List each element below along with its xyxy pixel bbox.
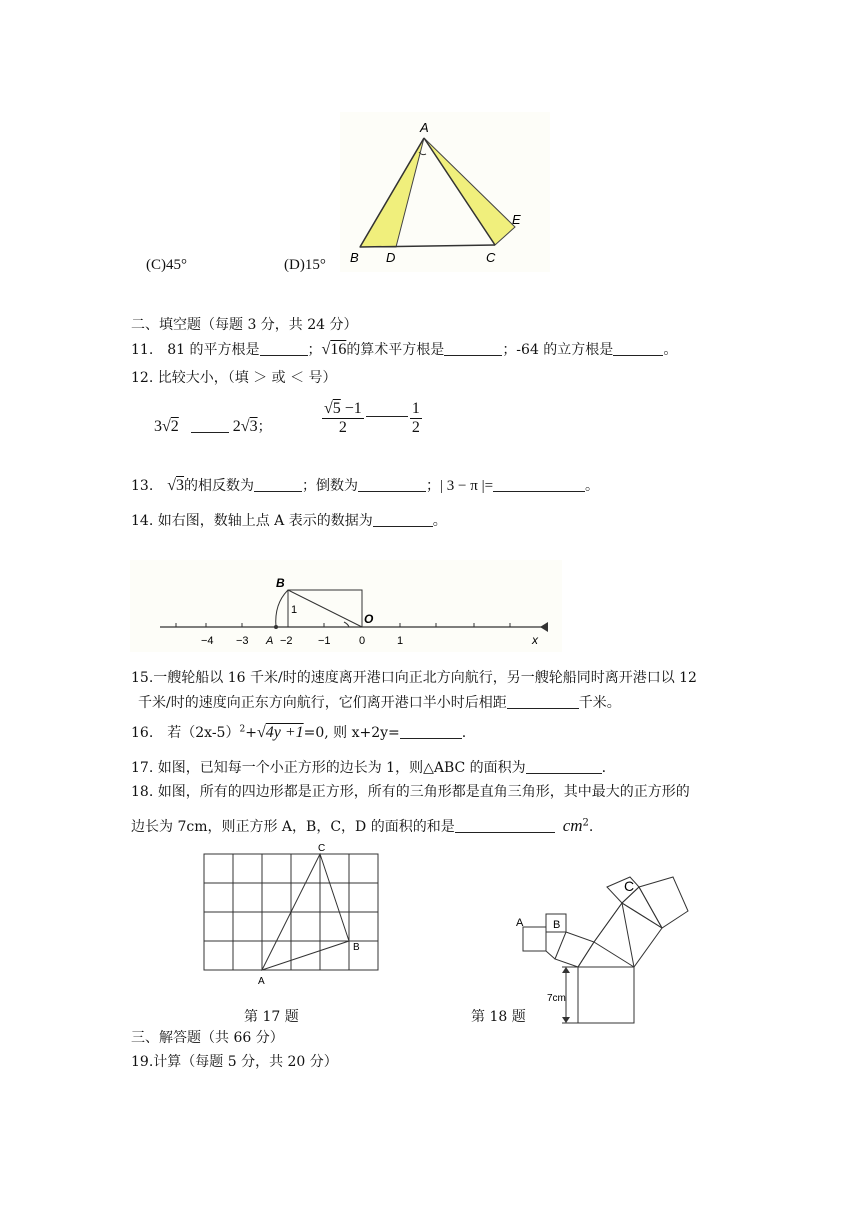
question-18-line1: 18. 如图，所有的四边形都是正方形，所有的三角形都是直角三角形，其中最大的正方形的 (131, 784, 690, 800)
q15-blank[interactable] (507, 694, 579, 709)
q12-right-rad: 3 (249, 418, 258, 435)
label-a: A (420, 120, 429, 135)
numberline-svg (130, 560, 562, 652)
figure-17-svg (196, 840, 390, 990)
question-19: 19.计算（每题 5 分，共 20 分） (131, 1054, 338, 1070)
triangle-figure-svg (340, 112, 550, 272)
axis-arrow (540, 622, 548, 632)
q16-mid: =0, 则 x+2y= (303, 725, 400, 741)
square-c (607, 877, 639, 903)
fig18-label-b: B (553, 919, 561, 931)
q18-unit-sup: 2 (582, 817, 589, 829)
option-d: (D)15° (284, 257, 326, 273)
q16-sup: 2 (239, 724, 246, 735)
triangle-figure (340, 112, 550, 272)
q18-end: . (588, 819, 594, 835)
left-square (555, 932, 594, 967)
axis-x-label: x (532, 633, 538, 647)
arc (276, 590, 288, 627)
numberline-figure (130, 560, 562, 652)
q11-blank-3[interactable] (613, 341, 663, 356)
q12-blank-2[interactable] (366, 402, 408, 417)
q11-suffix: ；-64 的立方根是 (502, 342, 614, 358)
label-c: C (486, 250, 496, 265)
fig18-label-c: C (624, 878, 635, 894)
q11-blank-2[interactable] (444, 341, 502, 356)
option-c: (C)45° (146, 257, 187, 273)
side-1-label: 1 (291, 604, 298, 616)
q12-frac-1: $\frac{√5 -1}{2}$ (324, 400, 362, 436)
tick-0: 0 (359, 635, 366, 647)
right-small-square (639, 877, 688, 928)
q12-frac1-den: 2 (338, 419, 347, 436)
q13-abs-expr: | 3 − π |= (440, 478, 494, 494)
q18-unit: cm (562, 816, 583, 835)
q12-frac1-rad: 5 (332, 400, 341, 417)
tick-neg2: −2 (280, 635, 293, 647)
q11-blank-1[interactable] (260, 341, 308, 356)
fig17-label-c: C (318, 843, 326, 854)
q11-prefix: 11. 81 的平方根是 (131, 342, 260, 358)
hypotenuse (288, 590, 362, 627)
section2-heading: 二、填空题（每题 3 分，共 24 分） (131, 317, 358, 333)
q12-frac-2 (410, 400, 422, 437)
q13-end: 。 (585, 478, 600, 494)
q13-blank-1[interactable] (254, 477, 302, 492)
q13-radicand: 3 (176, 477, 185, 494)
q16-radicand: 4y +1 (265, 724, 304, 741)
q16-end: . (461, 725, 467, 741)
q14-blank[interactable] (373, 512, 433, 527)
q12-left-coef: 3 (154, 418, 162, 435)
q12-frac-compare (322, 400, 422, 437)
figure-17 (196, 840, 390, 990)
q12-blank-1[interactable] (191, 418, 229, 433)
right-shaded-triangle (424, 138, 515, 245)
caption-18: 第 18 题 (471, 1009, 526, 1025)
q17-text: 17. 如图，已知每一个小正方形的边长为 1，则△ABC 的面积为 (131, 760, 526, 776)
section3-heading: 三、解答题（共 66 分） (131, 1030, 284, 1046)
q13-blank-2[interactable] (358, 477, 426, 492)
tick-neg4: −4 (201, 635, 214, 647)
fig18-label-a: A (516, 917, 524, 929)
q17-blank[interactable] (526, 759, 602, 774)
mid-triangle (578, 903, 634, 967)
question-16: 16. 若$(2x-5)^2+√4y +1=0$, 则 x+2y= . (131, 724, 467, 741)
q12-frac1-rest: −1 (340, 400, 362, 417)
tick-neg1: −1 (318, 635, 331, 647)
question-15-line1: 15.一艘轮船以 16 千米/时的速度离开港口向正北方向航行，另一艘轮船同时离开港口以 12 (131, 670, 697, 686)
q13-prefix: 13. (131, 478, 154, 494)
q12-left-rad: 2 (170, 418, 179, 435)
question-17 (131, 757, 606, 777)
q12-left-compare: 3√2 2√3； (154, 418, 272, 435)
q16-blank[interactable] (400, 724, 462, 739)
q15-unit: 千米。 (578, 695, 621, 711)
point-o-label: O (364, 612, 374, 626)
square-a (523, 927, 546, 951)
q11-end: 。 (663, 342, 678, 358)
q11-mid: 的算术平方根是 (346, 342, 445, 358)
tick-neg3: −3 (236, 635, 249, 647)
q12-right-coef: 2 (232, 418, 241, 435)
q17-end: . (601, 760, 607, 776)
q12-semicolon: ； (257, 419, 272, 435)
question-14 (131, 510, 447, 530)
question-12-text: 12. 比较大小，（填 ＞ 或 ＜ 号） (131, 370, 337, 386)
q13-mid2: ；倒数为 (302, 478, 359, 494)
q18-line2-text: 边长为 7cm，则正方形 A，B，C，D 的面积的和是 (131, 819, 455, 835)
q16-prefix: 16. 若（2x-5） (131, 725, 240, 741)
label-d: D (386, 250, 396, 265)
caption-17: 第 17 题 (244, 1009, 299, 1025)
point-b-label: B (276, 576, 285, 590)
q14-text: 14. 如右图，数轴上点 A 表示的数据为 (131, 513, 373, 529)
q13-blank-3[interactable] (493, 477, 585, 492)
label-b: B (350, 250, 359, 265)
fig18-length-label: 7cm (547, 993, 566, 1004)
question-15-line2 (138, 692, 621, 712)
q11-radicand: 16 (330, 341, 347, 358)
figure-18-svg (510, 866, 710, 1026)
figure-18 (510, 866, 710, 1026)
question-18-line2 (131, 816, 593, 836)
q16-plus: + (245, 725, 257, 741)
point-a-label: A (266, 635, 274, 647)
q12-frac2-den: 2 (411, 419, 420, 436)
question-11: 11. 81 的平方根是 ；√16的算术平方根是 ；-64 的立方根是 。 (131, 341, 678, 358)
largest-square (578, 967, 634, 1023)
fig17-label-b: B (353, 942, 360, 953)
q12-frac2-num: 1 (411, 400, 420, 417)
q14-end: 。 (432, 513, 447, 529)
q18-blank[interactable] (455, 818, 555, 833)
q13-mid1: 的相反数为 (184, 478, 255, 494)
q15-line2-text: 千米/时的速度向正东方向航行，它们离开港口半小时后相距 (138, 695, 507, 711)
label-e: E (512, 212, 521, 227)
question-13: 13. √3的相反数为 ；倒数为 ；| 3 − π |= 。 (131, 477, 600, 494)
fig17-label-a: A (258, 976, 265, 987)
tick-1: 1 (397, 635, 404, 647)
